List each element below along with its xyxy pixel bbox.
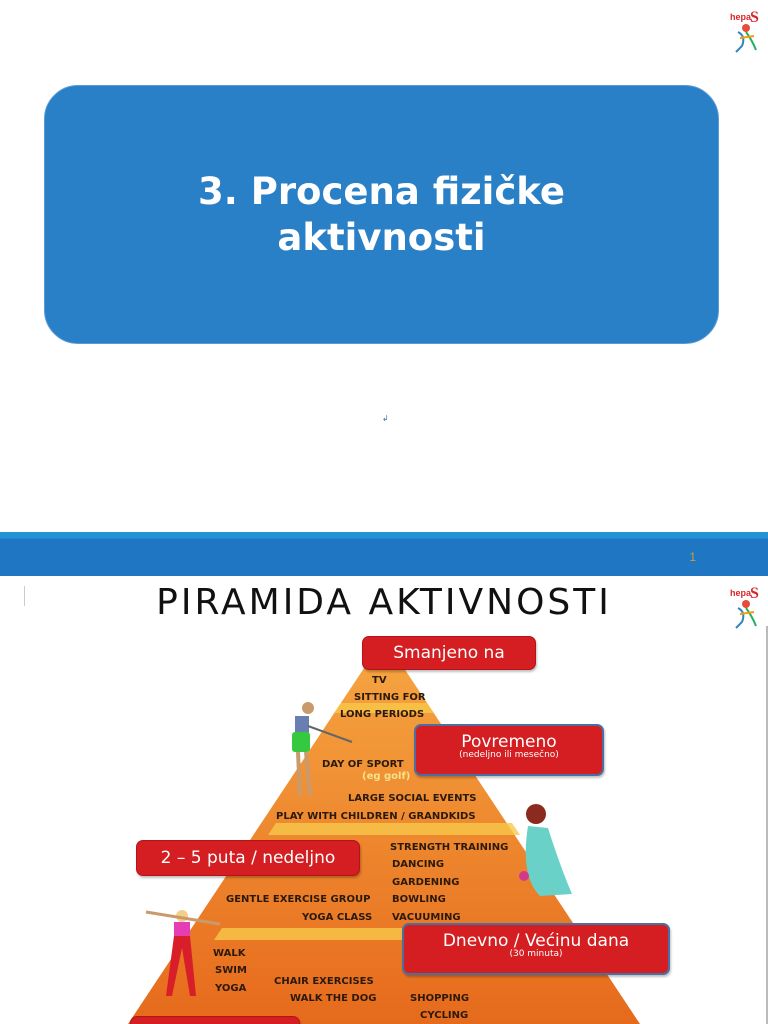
slide-title: 3. Procena fizičke aktivnosti (198, 169, 565, 259)
slide-2 (0, 576, 768, 1024)
pyramid-label: SITTING FOR (354, 692, 426, 703)
svg-text:S: S (750, 585, 759, 602)
pyramid-label: DANCING (392, 859, 445, 870)
badge-label: Povremeno (461, 732, 557, 752)
pyramid-label: VACUUMING (392, 912, 461, 923)
hepa-logo-icon (726, 6, 766, 56)
pyramid-label: CYCLING (420, 1010, 469, 1021)
pyramid-label: (eg golf) (362, 771, 411, 782)
pyramid-label: PLAY WITH CHILDREN / GRANDKIDS (276, 811, 476, 822)
weekly-badge (136, 840, 360, 876)
pyramid-label: SHOPPING (410, 993, 470, 1004)
pyramid-label: LONG PERIODS (340, 709, 425, 720)
badge-label: Smanjeno na (393, 643, 505, 663)
pyramid-label: GARDENING (392, 877, 460, 888)
pyramid-label: BOWLING (392, 894, 446, 905)
partial-badge (130, 1016, 300, 1024)
pyramid-label: SWIM (215, 965, 247, 976)
slide-title: PIRAMIDA AKTIVNOSTI (156, 582, 612, 623)
badge-sublabel: (nedeljno ili mesečno) (459, 750, 559, 760)
pyramid-label: LARGE SOCIAL EVENTS (348, 793, 477, 804)
daily-badge (402, 923, 670, 975)
pyramid-label: CHAIR EXERCISES (274, 976, 374, 987)
badge-sublabel: (30 minuta) (509, 949, 563, 959)
pyramid-divider (268, 823, 520, 835)
svg-text:hepa: hepa (730, 588, 752, 598)
svg-text:S: S (750, 9, 759, 26)
reduce-badge (362, 636, 536, 670)
occasional-badge (414, 724, 604, 776)
title-box (44, 85, 719, 344)
pyramid-label: WALK (213, 948, 246, 959)
pyramid-label: YOGA CLASS (302, 912, 373, 923)
pyramid-label: STRENGTH TRAINING (390, 842, 509, 853)
pyramid-label: TV (372, 675, 387, 686)
svg-text:hepa: hepa (730, 12, 752, 22)
footer-bar (0, 532, 768, 576)
pyramid-label: GENTLE EXERCISE GROUP (226, 894, 371, 905)
pyramid-label: DAY OF SPORT (322, 759, 404, 770)
pyramid-label: YOGA (215, 983, 247, 994)
small-mark: ↲ (382, 414, 389, 423)
pyramid-label: WALK THE DOG (290, 993, 377, 1004)
badge-label: Dnevno / Većinu dana (442, 931, 630, 951)
page-number: 1 (689, 550, 696, 564)
badge-label: 2 – 5 puta / nedeljno (160, 848, 336, 868)
